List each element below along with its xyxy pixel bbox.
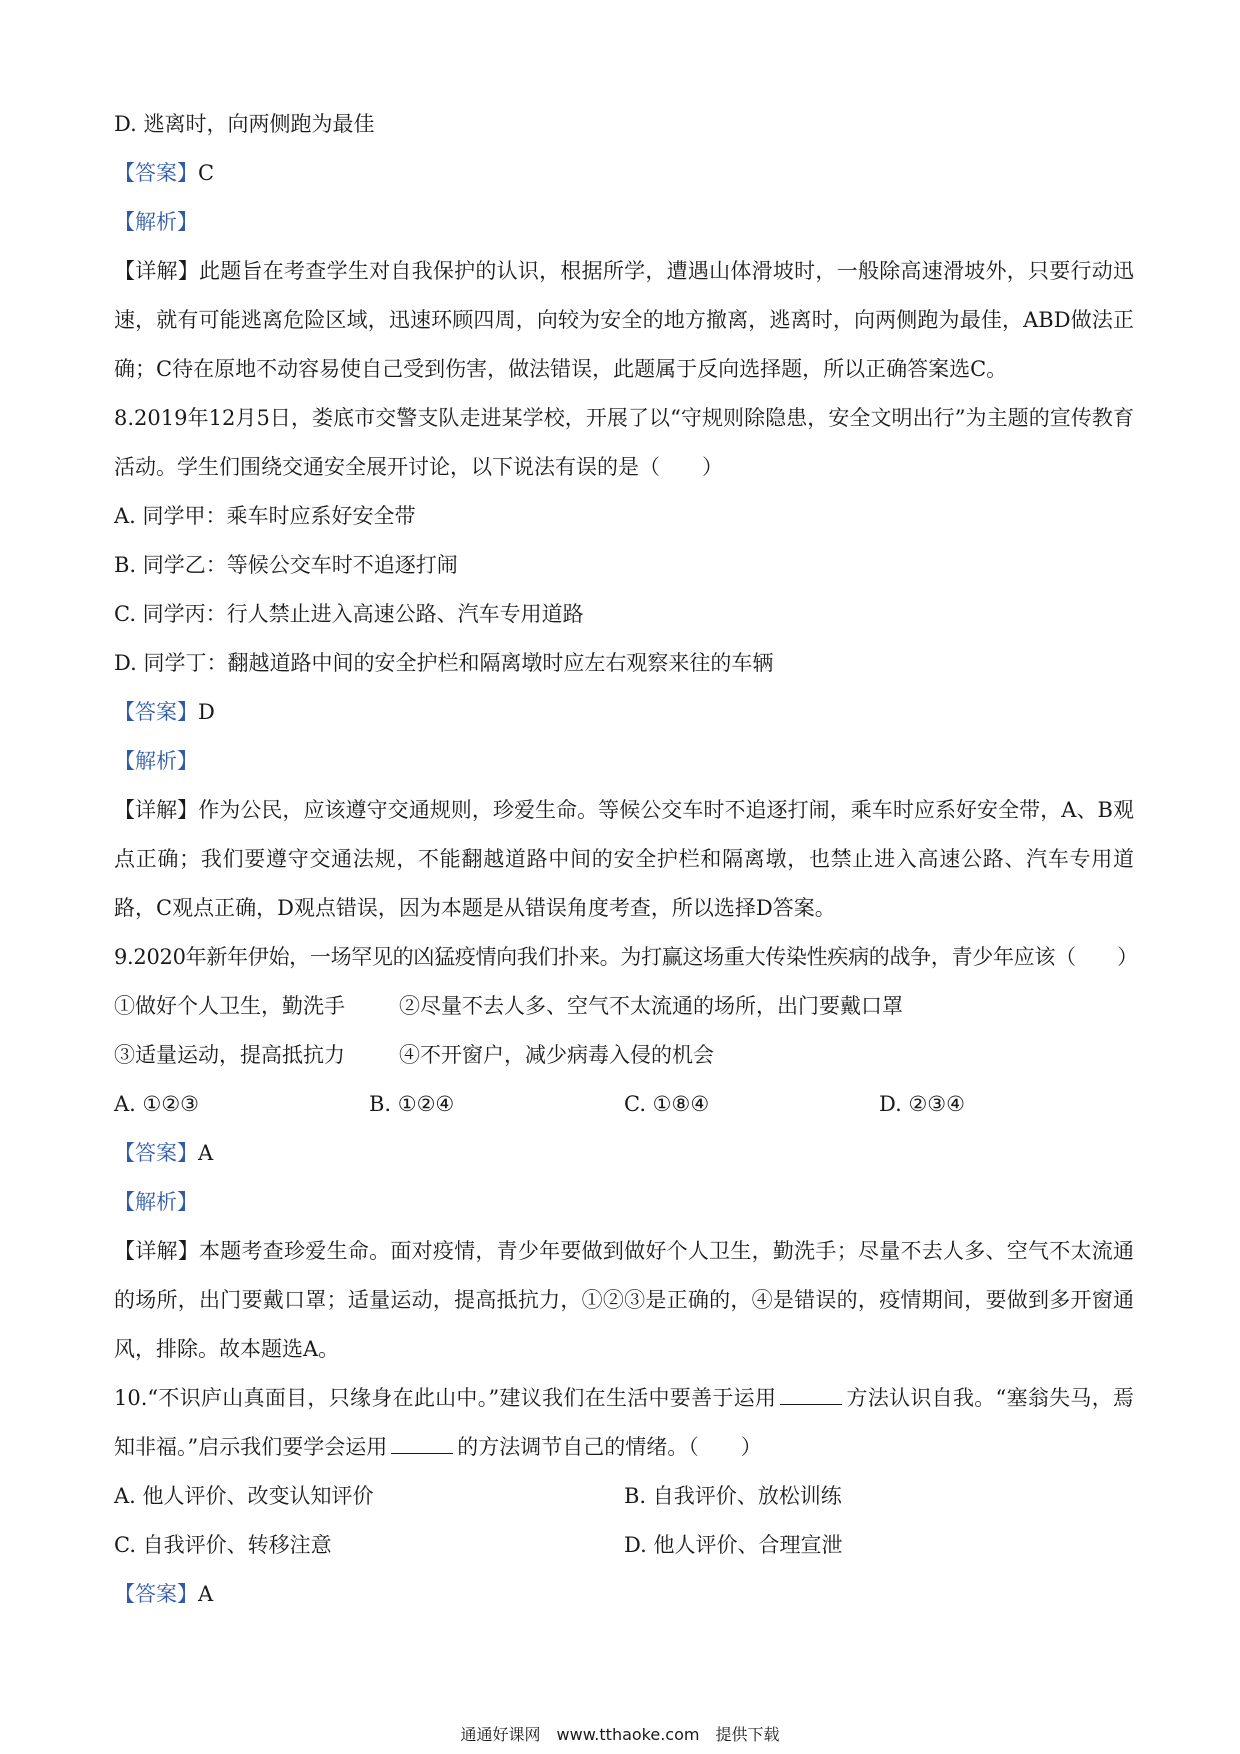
q7-detail [114, 247, 1134, 394]
detail-tag: 【详解】 [114, 1239, 200, 1263]
answer-tag: 【答案】 [114, 1582, 198, 1606]
q9-items-row-1 [114, 982, 1134, 1031]
answer-tag: 【答案】 [114, 1141, 198, 1165]
q9-option-d: D. ②③④ [879, 1092, 965, 1116]
answer-blank [391, 1431, 453, 1454]
q9-item-1: ①做好个人卫生，勤洗手 [114, 994, 345, 1018]
q8-option-d: D. 同学丁：翻越道路中间的安全护栏和隔离墩时应左右观察来往的车辆 [114, 651, 774, 675]
q8-answer [114, 688, 1134, 737]
analysis-tag: 【解析】 [114, 210, 198, 234]
q9-analysis [114, 1178, 1134, 1227]
q9-stem: 9.2020年新年伊始，一场罕见的凶猛疫情向我们扑来。为打赢这场重大传染性疾病的战争，青少年应该（ ） [114, 945, 1138, 969]
q10-stem-part-3: 的方法调节自己的情绪。（ ） [457, 1435, 762, 1459]
q9-option-c: C. ①⑧④ [624, 1092, 710, 1116]
answer-value: C [198, 161, 215, 185]
q9-items-row-2 [114, 1031, 1134, 1080]
q9-option-b: B. ①②④ [369, 1092, 455, 1116]
q8-option-a: A. 同学甲：乘车时应系好安全带 [114, 504, 416, 528]
q10-options-row-1 [114, 1472, 1134, 1521]
q10-option-a: A. 他人评价、改变认知评价 [114, 1484, 374, 1508]
q8-option-b: B. 同学乙：等候公交车时不追逐打闹 [114, 553, 458, 577]
detail-tag: 【详解】 [114, 259, 200, 283]
q8-analysis [114, 737, 1134, 786]
q9-item-2: ②尽量不去人多、空气不太流通的场所，出门要戴口罩 [399, 994, 903, 1018]
answer-value: A [198, 1141, 214, 1165]
q9-option-a: A. ①②③ [114, 1092, 199, 1116]
q10-stem [114, 1374, 1134, 1472]
document-page [114, 100, 1138, 1619]
answer-tag: 【答案】 [114, 161, 198, 185]
detail-text: 此题旨在考查学生对自我保护的认识，根据所学，遭遇山体滑坡时，一般除高速滑坡外，只要行动迅速，就有可能逃离危险区域，迅速环顾四周，向较为安全的地方撤离，逃离时，向两侧跑为最佳，ABD做法正确；C待在原地不动容易使自己受到伤害，做法错误，此题属于反向选择题，所以正确答案选C。 [114, 259, 1135, 381]
detail-tag: 【详解】 [114, 798, 199, 822]
q10-option-c: C. 自我评价、转移注意 [114, 1533, 332, 1557]
answer-value: D [198, 700, 215, 724]
q9-item-4: ④不开窗户，减少病毒入侵的机会 [399, 1043, 714, 1067]
detail-text: 本题考查珍爱生命。面对疫情，青少年要做到做好个人卫生，勤洗手；尽量不去人多、空气不太流通的场所，出门要戴口罩；适量运动，提高抵抗力，①②③是正确的，④是错误的，疫情期间，要做到多开窗通风，排除。故本题选A。 [114, 1239, 1135, 1361]
q7-analysis [114, 198, 1134, 247]
answer-tag: 【答案】 [114, 700, 198, 724]
detail-text: 作为公民，应该遵守交通规则，珍爱生命。等候公交车时不追逐打闹，乘车时应系好安全带，A、B观点正确；我们要遵守交通法规，不能翻越道路中间的安全护栏和隔离墩，也禁止进入高速公路、汽车专用道路，C观点正确，D观点错误，因为本题是从错误角度考查，所以选择D答案。 [114, 798, 1135, 920]
q10-stem-part-2: 方法认识自我。“塞翁失马，焉知非福。”启示我们要学会运用 [114, 1386, 1134, 1459]
q9-options [114, 1080, 1134, 1129]
q10-option-b: B. 自我评价、放松训练 [624, 1484, 842, 1508]
q10-options-row-2 [114, 1521, 1134, 1570]
q9-answer [114, 1129, 1134, 1178]
q10-stem-part-1: 10.“不识庐山真面目，只缘身在此山中。”建议我们在生活中要善于运用 [114, 1386, 777, 1410]
q9-item-3: ③适量运动，提高抵抗力 [114, 1043, 345, 1067]
analysis-tag: 【解析】 [114, 749, 198, 773]
q7-option-d: D. 逃离时，向两侧跑为最佳 [114, 112, 375, 136]
q8-detail [114, 786, 1134, 933]
q8-option-c: C. 同学丙：行人禁止进入高速公路、汽车专用道路 [114, 602, 584, 626]
q8-stem: 8.2019年12月5日，娄底市交警支队走进某学校，开展了以“守规则除隐患，安全文明出行”为主题的宣传教育活动。学生们围绕交通安全展开讨论，以下说法有误的是（ ） [114, 406, 1134, 479]
answer-blank [780, 1382, 842, 1405]
analysis-tag: 【解析】 [114, 1190, 198, 1214]
answer-value: A [198, 1582, 214, 1606]
q10-option-d: D. 他人评价、合理宣泄 [624, 1533, 843, 1557]
q9-detail [114, 1227, 1134, 1374]
page-footer: 通通好课网 www.tthaoke.com 提供下载 [460, 1725, 780, 1744]
q7-answer [114, 149, 1134, 198]
q10-answer [114, 1570, 1134, 1619]
